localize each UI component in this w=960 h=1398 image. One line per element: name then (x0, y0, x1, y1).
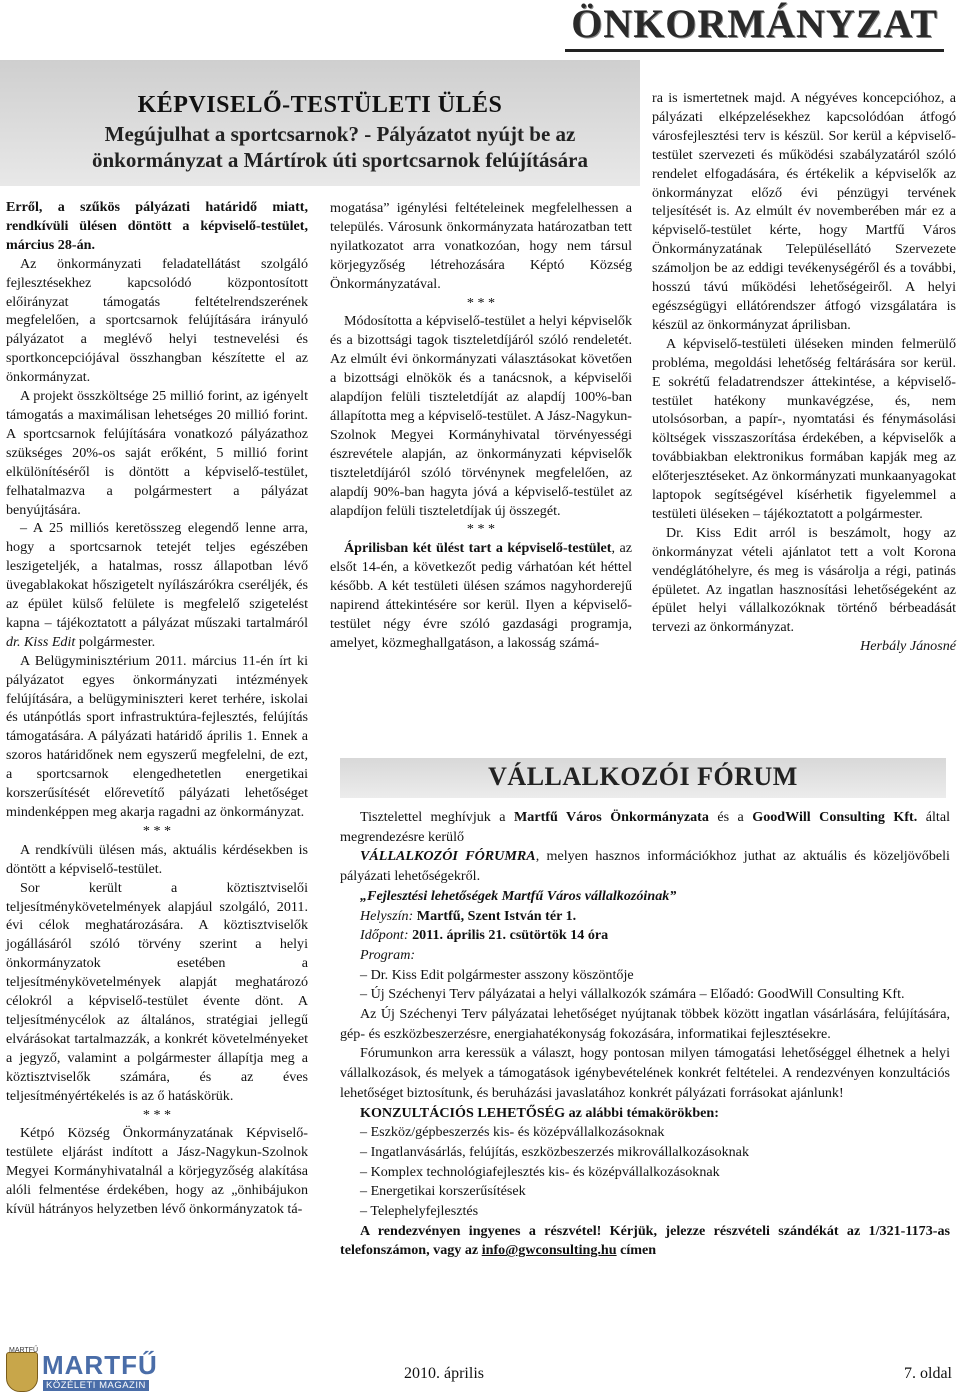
time-label: Időpont: (360, 927, 409, 944)
article-column-1 (6, 198, 308, 1219)
consult-title: KONZULTÁCIÓS LEHETŐSÉG az alábbi témakörökben: (360, 1104, 719, 1121)
invite-text: , melyen hasznos információkhoz juthat az aktuális és közeljövőbeli pályázati lehetőségekről. (340, 848, 950, 885)
section-divider: * * * (142, 822, 172, 839)
paragraph: A képviselő-testületi üléseken minden felmerülő probléma, megoldási lehetőség feltárására sor kerül. E sokrétű feladatrendszer áttekintése, a képviselő-testület hatékony munkavégzése, és, nem utolsósorban, a papír-, nyomtatási és fénymásolási költségek visszaszorítása érdekében, a képviselők a továbbiakban elektronikus formában kapják meg az előterjesztéseket. Az önkormányzati munkaanyagokat laptopok segítségével kísérhetik figyelemmel a testületi üléseken – tájékoztatott a polgármester. (652, 335, 956, 522)
paragraph (330, 539, 632, 652)
forum-invite (340, 808, 950, 847)
article-headline (40, 121, 640, 173)
closing-text: A rendezvényen ingyenes a részvétel! Kérjük, jelezze részvételi szándékát az 1/321-1173-as telefonszámon, vagy az (340, 1222, 950, 1259)
section-divider: * * * (466, 521, 496, 538)
paragraph: A rendkívüli ülésen más, aktuális kérdésekben is döntött a képviselő-testület. (6, 841, 308, 877)
article-column-2 (330, 199, 632, 653)
article-kicker: KÉPVISELŐ-TESTÜLETI ÜLÉS (137, 92, 503, 118)
paragraph: Fórumunkon arra keressük a választ, hogy pontosan milyen támogatási lehetőséggel élhetnek a helyi vállalkozások, és melyek a támogatások igénybevételének konkrét feltételei. A rendezvényen konzultációs lehetőséget biztosítunk, és beruházási javaslatához konkrét pályázati forrásokat ajánlunk! (340, 1045, 950, 1101)
paragraph (6, 519, 308, 651)
organizer-name: Martfű Város Önkormányzata (514, 809, 709, 825)
section-title: ÖNKORMÁNYZAT (565, 0, 944, 52)
section-divider: * * * (142, 1106, 172, 1123)
program-label: Program: (360, 946, 416, 963)
paragraph: ra is ismertetnek majd. A négyéves koncepcióhoz, a pályázati elképzelésekhez kapcsolódóan átfogó városfejlesztési terv is készül. Sor kerül a képviselő-testület szervezeti és működési szabályzatáról szóló rendelet elfogadására, és értékelik a képviselők az önkormányzat előző évi pénzügyi tervének teljesítését is. Az elmúlt év novemberében már ez a képviselő-testület kérte, hogy Martfű Város Önkormányzatának Településellátó Szervezete számoljon be az eddigi tevékenységéről és a további, hosszú távú működési lehetőségeiről. A helyi egészségügyi ellátórendszer átfogó vizsgálatára is készül az önkormányzat áprilisban. (652, 90, 956, 333)
topic-item: – Ingatlanvásárlás, felújítás, eszközbeszerzés mikrovállalkozásoknak (360, 1143, 749, 1160)
headline-line-1: Megújulhat a sportcsarnok? - Pályázatot nyújt be az (104, 122, 576, 146)
paragraph-text: polgármester. (78, 633, 156, 650)
paragraph: A Belügyminisztérium 2011. március 11-én írt ki pályázatot egyes önkormányzati intézmények felújítására, a belügyminiszteri keret terhére, iskolai és utánpótlás sport infrastruktúra-fejlesztés, felújítás támogatására. A pályázati határidő április 1. Ennek a szoros határidőnek nem egyszerű megfelelni, de ezt, a sportcsarnok elengedhetetlen energetikai korszerűsítését előrevetítő pályázati lehetőséget mindenképpen meg akarja ragadni az önkormányzat. (6, 652, 308, 820)
crest-label: MARTFŰ (9, 1347, 39, 1354)
email-link[interactable]: info@gwconsulting.hu (481, 1242, 617, 1259)
topic-item: – Energetikai korszerűsítések (360, 1183, 526, 1200)
paragraph: Az önkormányzati feladatellátást szolgáló fejlesztésekhez kapcsolódó központosított előirányzat támogatás feltételrendszerének megfelelően, a sportcsarnok felújítására irányuló pályázatot a meglévő helyi testnevelési és sportkoncepciójával összhangban készítette el az önkormányzat. (6, 255, 308, 386)
time-value: 2011. április 21. csütörtök 14 óra (412, 927, 609, 944)
closing-text: címen (616, 1242, 657, 1259)
event-title: „Fejlesztési lehetőségek Martfű Város vállalkozóinak” (360, 887, 677, 904)
paragraph: Dr. Kiss Edit arról is beszámolt, hogy az önkormányzat vételi ajánlatot tett a volt Korona vendéglátóhelyre, és meg is vásárolja a régi, patinás épületet. Az ingatlan hasznosítási lehetőségeként az épület helyi vállalkozóknak történő bérbeadását tervezi az önkormányzat. (652, 524, 956, 636)
organizer-name: GoodWill Consulting Kft. (752, 809, 918, 825)
forum-title: VÁLLALKOZÓI FÓRUM (488, 762, 798, 791)
paragraph: A projekt összköltsége 25 millió forint, az igényelt támogatás a maximálisan lehetséges 20 millió forint. A sportcsarnok felújítására vonatkozó pályázathoz szükséges 20%-os saját erőként, 5 millió forint elkülönítéséről is döntött a képviselő-testület, felhatalmazva a polgármestert a pályázat benyújtására. (6, 388, 308, 518)
forum-announcement (340, 808, 950, 1261)
town-crest-icon (6, 1347, 39, 1392)
place-value: Martfű, Szent István tér 1. (416, 907, 577, 924)
article-column-3 (652, 89, 956, 656)
place-label: Helyszín: (360, 907, 414, 924)
invite-text: Tisztelettel meghívjuk a (360, 809, 514, 825)
forum-name: VÁLLALKOZÓI FÓRUMRA (360, 848, 536, 865)
section-divider: * * * (466, 294, 496, 311)
author-signature: Herbály Jánosné (860, 638, 956, 655)
paragraph: Módosította a képviselő-testület a helyi képviselők és a bizottsági tagok tiszteletdíjáról szóló rendeletét. Az elmúlt évi önkormányzati választásokat követően a bizottsági elnökök és a tanácsnok, a képviselői alapdíjon felüli tiszteletdíját az alapdíj 100%-ban állapította meg a képviselő-testület. A Jász-Nagykun-Szolnok Megyei Kormányhivatal törvényességi észrevétele alapján, az önkormányzati képviselők tiszteletdíjáról szóló törvénynek megfelelően, az alapdíj 90%-ban hagyta jóvá a képviselő-testület az alapdíjon felüli tiszteletdíjak új összegét. (330, 313, 632, 519)
forum-invite-2 (340, 847, 950, 886)
program-item: – Új Széchenyi Terv pályázatai a helyi vállalkozók számára – Előadó: GoodWill Consulting Kft. (360, 986, 905, 1003)
logo-wordmark: MARTFŰ (42, 1350, 158, 1380)
closing-note (340, 1222, 950, 1261)
logo-tagline: KÖZÉLETI MAGAZIN (43, 1380, 149, 1391)
section-banner (0, 0, 960, 50)
page-number: 7. oldal (904, 1365, 952, 1382)
topic-item: – Komplex technológiafejlesztés kis- és középvállalkozásoknak (360, 1163, 720, 1180)
person-name: dr. Kiss Edit (6, 633, 76, 650)
paragraph: Kétpó Község Önkormányzatának Képviselő-testülete eljárást indított a Jász-Nagykun-Szolnok Megyei Kormányhivatalnál a körjegyzőség alakítása alóli felmentése érdekében, hogy az „önhibájukon kívül hátrányos helyzetben lévő önkormányzatok tá- (6, 1125, 308, 1218)
event-time (340, 926, 950, 946)
invite-text: és a (708, 809, 753, 825)
paragraph: mogatása” igénylési feltételeinek megfelelhessen a település. Városunk önkormányzata határozatban tett nyilatkozatot arra vonatkozóan, hogy nem társul körjegyzőség létrehozására Képtó Község Önkormányzatával. (330, 200, 632, 292)
invite-text: által megrendezésre kerülő (340, 809, 950, 845)
paragraph-text: , az elsőt 14-én, a következőt pedig várhatóan két héttel később. A két testületi ülésen számos nagyhorderejű napirend áttekintésére sor kerül. Ilyen a képviselő-testület négy évre szóló gazdasági programja, amelyet, közmeghallgatáson, a lakosság számá- (330, 540, 632, 651)
topic-item: – Telephelyfejlesztés (360, 1203, 479, 1220)
event-place (340, 907, 950, 927)
paragraph: Sor került a köztisztviselői teljesítménykövetelmények alapjául szolgáló, 2011. évi célok meghatározására. A köztisztviselők jogállásáról szóló törvény szerint a helyi önkormányzatok esetében a teljesítménykövetelmények alapját meghatározó célokról a képviselő-testület évente dönt. A teljesítménycélok az általános, stratégiai jellegű elvárásokat tartalmazzák, a konkrét követelményeket a jegyző, valamint a polgármester állapítja meg a köztisztviselők számára, és az éves teljesítményértékelés is az ő hatáskörük. (6, 879, 308, 1104)
headline-line-2: önkormányzat a Mártírok úti sportcsarnok felújítására (92, 148, 588, 172)
paragraph: Az Új Széchenyi Terv pályázatai lehetőséget nyújtanak többek között ingatlan vásárlására, felújítására, gép- és eszközbeszerzésre, energiahatékonyság fokozására, informatikai fejlesztésekre. (340, 1006, 950, 1042)
issue-date: 2010. április (404, 1365, 484, 1382)
highlight-text: Áprilisban két ülést tart a képviselő-testület (344, 540, 612, 557)
magazine-logo (6, 1347, 158, 1394)
article-lead: Erről, a szűkös pályázati határidő miatt, rendkívüli ülésen döntött a képviselő-testület, március 28-án. (6, 199, 308, 253)
program-item: – Dr. Kiss Edit polgármester asszony köszöntője (360, 966, 634, 983)
topic-item: – Eszköz/gépbeszerzés kis- és középvállalkozásoknak (360, 1124, 665, 1141)
paragraph-text: – A 25 milliós keretösszeg elegendő lenne arra, hogy a sportcsarnok tetejét teljes egészében leszigeteljék, a hatalmas, rossz állapotban lévő üvegablakokat hőszigetelt nyílászárókra cseréljék, és az épület külső felülete is megfelelő szigetelést kapna – tájékoztatott a pályázat műszaki tartalmáról (6, 520, 308, 631)
